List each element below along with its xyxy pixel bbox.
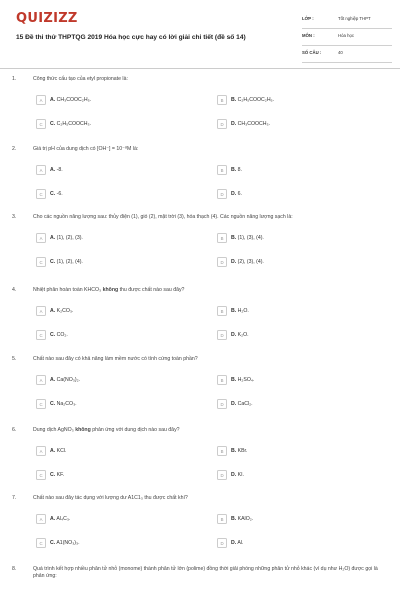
option-prefix: B. xyxy=(231,448,237,454)
meta-row-count xyxy=(302,46,392,63)
option-letter-box: A xyxy=(36,375,46,385)
meta-value: 40 xyxy=(338,50,343,55)
question-number: 8. xyxy=(12,566,17,572)
option-prefix: D. xyxy=(231,401,237,407)
option-letter-box: D xyxy=(217,189,227,199)
option-value: Al₄C₃. xyxy=(56,516,71,522)
option-text xyxy=(50,121,91,127)
option-prefix: D. xyxy=(231,121,237,127)
option-text xyxy=(50,308,73,314)
worksheet-title: 15 Đề thi thử THPTQG 2019 Hóa học cực hay có lời giải chi tiết (đề số 14) xyxy=(16,34,246,41)
option-value: CH₃COOC₂H₅. xyxy=(56,97,92,103)
meta-value: Tốt nghiệp THPT xyxy=(338,16,371,21)
option-value: (1), (2), (3). xyxy=(56,235,83,241)
question-number: 1. xyxy=(12,76,17,82)
option-prefix: A. xyxy=(50,97,56,103)
option-letter-box: A xyxy=(36,165,46,175)
option-letter-box: B xyxy=(217,446,227,456)
question-number: 7. xyxy=(12,495,17,501)
option-text xyxy=(50,516,70,522)
option-text xyxy=(231,401,253,407)
option-letter-box: A xyxy=(36,514,46,524)
option-text xyxy=(50,401,77,407)
option-text xyxy=(231,235,264,241)
option-letter-box: B xyxy=(217,165,227,175)
option-prefix: B. xyxy=(231,516,237,522)
option-prefix: A. xyxy=(50,167,56,173)
option-value: -8. xyxy=(56,167,63,173)
option-prefix: B. xyxy=(231,308,237,314)
option-letter-box: D xyxy=(217,538,227,548)
option-value: KCl. xyxy=(56,448,67,454)
option-value: K₂O. xyxy=(237,332,249,338)
option-text xyxy=(50,259,83,265)
question-text: Cho các nguồn năng lượng sau: thủy điện (1), gió (2), mặt trời (3), hóa thạch (4). Các nguồn năng lượng sạch là: xyxy=(33,214,293,220)
option-prefix: C. xyxy=(50,540,56,546)
option-text xyxy=(231,377,254,383)
option-value: H₂SO₄. xyxy=(237,377,255,383)
option-value: Na₂CO₃. xyxy=(56,401,77,407)
option-text xyxy=(50,191,63,197)
option-text xyxy=(231,97,274,103)
option-prefix: B. xyxy=(231,167,237,173)
question-number: 3. xyxy=(12,214,17,220)
meta-value: Hóa học xyxy=(338,33,355,38)
header-divider xyxy=(0,68,400,69)
option-letter-box: C xyxy=(36,119,46,129)
quizizz-logo: QUIZIZZ xyxy=(16,11,78,26)
question-text: Quá trình kết hợp nhiều phân tử nhỏ (monome) thành phân tử lớn (polime) đồng thời giải phóng những phân tử nhỏ khác (ví dụ như H₂O) được gọi là phản ứng: xyxy=(33,566,378,579)
option-prefix: C. xyxy=(50,121,56,127)
option-letter-box: B xyxy=(217,375,227,385)
question-number: 2. xyxy=(12,146,17,152)
option-prefix: C. xyxy=(50,472,56,478)
meta-label: SỐ CÂU : xyxy=(302,50,322,55)
option-value: H₂O. xyxy=(237,308,249,314)
option-letter-box: D xyxy=(217,330,227,340)
question-text: Dung dịch AgNO₃ không phản ứng với dung dịch nào sau đây? xyxy=(33,427,180,433)
option-value: (2), (3), (4). xyxy=(237,259,264,265)
option-text xyxy=(50,377,80,383)
option-prefix: C. xyxy=(50,259,56,265)
option-value: KAlO₂. xyxy=(237,516,254,522)
meta-label: LỚP : xyxy=(302,16,314,21)
option-value: CO₂. xyxy=(56,332,68,338)
option-prefix: B. xyxy=(231,377,237,383)
option-text xyxy=(50,472,64,478)
option-value: C₂H₅COOCH₃. xyxy=(56,121,92,127)
option-letter-box: C xyxy=(36,538,46,548)
option-letter-box: C xyxy=(36,189,46,199)
option-text xyxy=(50,540,80,546)
worksheet-meta xyxy=(302,12,392,63)
question-text: Công thức cấu tạo của etyl propionate là: xyxy=(33,76,128,82)
option-text xyxy=(50,167,63,173)
option-value: C₂H₅COOC₂H₅. xyxy=(237,97,275,103)
option-prefix: D. xyxy=(231,259,237,265)
option-value: -6. xyxy=(56,191,63,197)
option-text xyxy=(50,332,68,338)
option-text xyxy=(231,191,242,197)
option-text xyxy=(231,167,242,173)
option-text xyxy=(231,540,243,546)
option-prefix: A. xyxy=(50,377,56,383)
option-letter-box: A xyxy=(36,233,46,243)
option-prefix: D. xyxy=(231,332,237,338)
question-number: 4. xyxy=(12,287,17,293)
option-letter-box: B xyxy=(217,514,227,524)
option-letter-box: A xyxy=(36,95,46,105)
question-text: Chất nào sau đây tác dụng với lượng dư A1C1₃ thu được chất khí? xyxy=(33,495,188,501)
option-letter-box: B xyxy=(217,95,227,105)
option-text xyxy=(231,516,253,522)
option-value: Ca(NO₃)₂. xyxy=(56,377,81,383)
option-prefix: C. xyxy=(50,401,56,407)
option-prefix: A. xyxy=(50,516,56,522)
question-number: 5. xyxy=(12,356,17,362)
option-value: K₂CO₃. xyxy=(56,308,74,314)
option-value: KF. xyxy=(56,472,65,478)
option-letter-box: C xyxy=(36,470,46,480)
option-letter-box: A xyxy=(36,306,46,316)
option-value: (1), (2), (4). xyxy=(56,259,83,265)
question-text: Nhiệt phân hoàn toàn KHCO₃ không thu được chất nào sau đây? xyxy=(33,287,185,293)
option-prefix: A. xyxy=(50,308,56,314)
option-text xyxy=(231,332,249,338)
meta-label: MÔN : xyxy=(302,33,315,38)
option-text xyxy=(231,121,270,127)
option-prefix: B. xyxy=(231,235,237,241)
option-prefix: A. xyxy=(50,235,56,241)
option-prefix: C. xyxy=(50,191,56,197)
option-letter-box: C xyxy=(36,399,46,409)
option-letter-box: B xyxy=(217,306,227,316)
option-prefix: C. xyxy=(50,332,56,338)
option-value: KBr. xyxy=(237,448,248,454)
option-text xyxy=(231,259,264,265)
option-prefix: A. xyxy=(50,448,56,454)
meta-row-class xyxy=(302,12,392,29)
option-letter-box: C xyxy=(36,257,46,267)
option-text xyxy=(50,448,66,454)
option-letter-box: D xyxy=(217,470,227,480)
option-value: KI. xyxy=(237,472,244,478)
option-prefix: D. xyxy=(231,191,237,197)
worksheet-header xyxy=(0,0,400,66)
option-value: CaCl₂. xyxy=(237,401,253,407)
option-letter-box: C xyxy=(36,330,46,340)
option-letter-box: A xyxy=(36,446,46,456)
option-prefix: D. xyxy=(231,472,237,478)
meta-row-subject xyxy=(302,29,392,46)
option-value: 6. xyxy=(237,191,242,197)
option-value: CH₃COOCH₃. xyxy=(237,121,271,127)
option-prefix: D. xyxy=(231,540,237,546)
option-letter-box: D xyxy=(217,257,227,267)
option-prefix: B. xyxy=(231,97,237,103)
option-letter-box: D xyxy=(217,399,227,409)
option-text xyxy=(50,97,91,103)
option-text xyxy=(231,308,249,314)
option-letter-box: B xyxy=(217,233,227,243)
option-text xyxy=(231,448,247,454)
option-text xyxy=(231,472,244,478)
option-text xyxy=(50,235,83,241)
question-text: Chất nào sau đây có khả năng làm mềm nước có tính cứng toàn phần? xyxy=(33,356,198,362)
option-value: (1), (3), (4). xyxy=(237,235,264,241)
question-text: Giá trị pH của dung dịch có [OH⁻] = 10⁻⁸M là: xyxy=(33,146,139,152)
question-number: 6. xyxy=(12,427,17,433)
option-value: A1(NO₃)₃. xyxy=(56,540,80,546)
option-value: Al. xyxy=(237,540,244,546)
option-value: 8. xyxy=(237,167,242,173)
option-letter-box: D xyxy=(217,119,227,129)
